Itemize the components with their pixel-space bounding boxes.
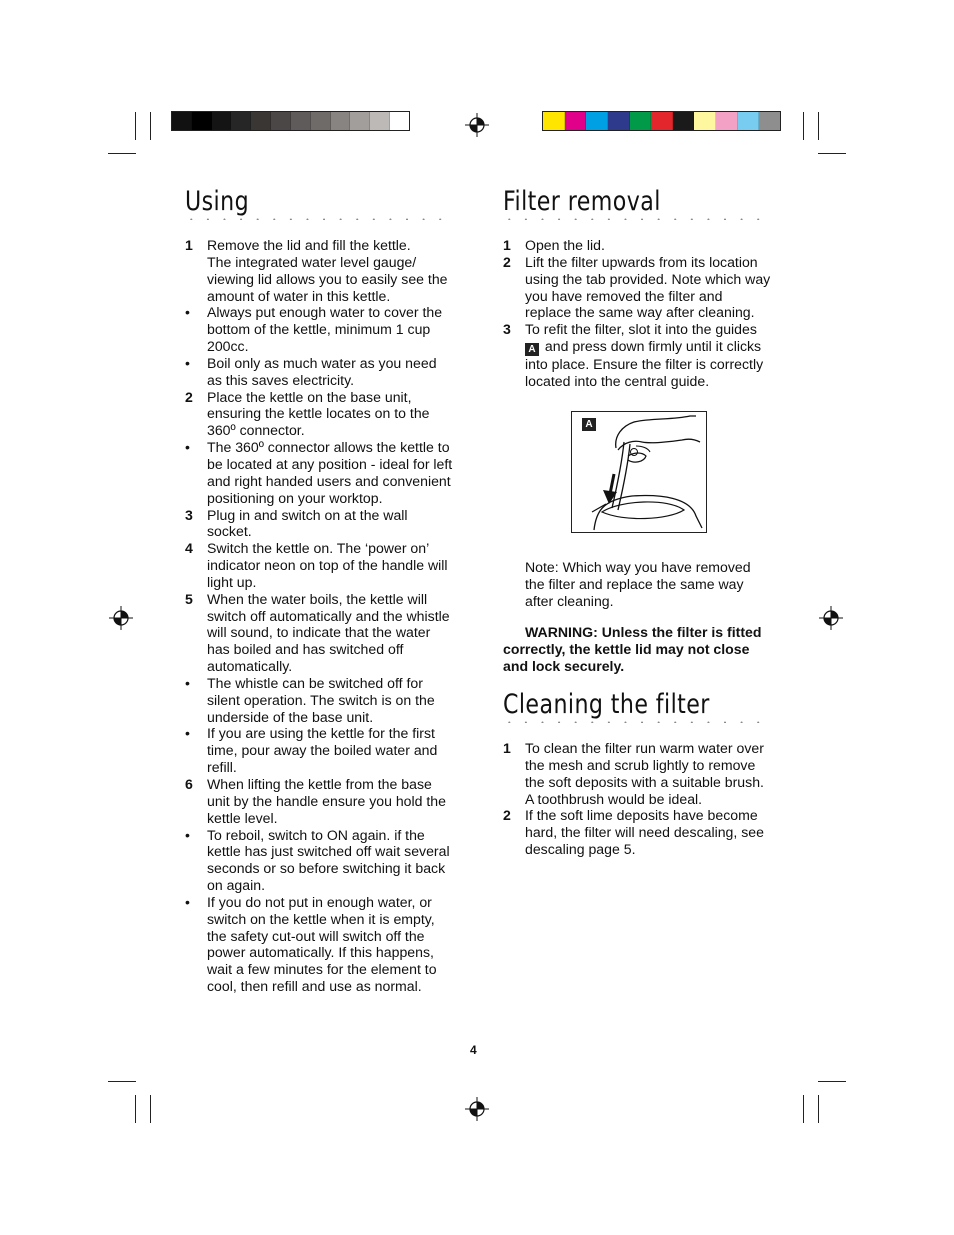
- list-item: [185, 304, 455, 355]
- list-item-text: The whistle can be switched off for silent operation. The switch is on the underside of the base unit.: [207, 674, 435, 725]
- list-item: [185, 507, 455, 541]
- color-swatch: [390, 112, 409, 130]
- list-item: [185, 675, 455, 726]
- grayscale-bar: [171, 111, 410, 131]
- registration-mark-icon: [465, 1097, 489, 1121]
- figure-reference-badge: A: [525, 343, 539, 356]
- figure-label: A: [582, 418, 596, 431]
- list-item-text: Remove the lid and fill the kettle.: [207, 237, 411, 253]
- color-swatch: [630, 112, 652, 130]
- crop-mark: [818, 112, 819, 140]
- color-swatch: [291, 112, 311, 130]
- list-item-text: The integrated water level gauge/ viewing lid allows you to easily see the amount of water in this kettle.: [207, 253, 448, 304]
- crop-mark: [135, 1095, 136, 1123]
- filter-removal-heading: Filter removal: [503, 186, 661, 217]
- heading-dotted-rule: [501, 218, 771, 220]
- list-item-text: If you are using the kettle for the first time, pour away the boiled water and refill.: [207, 725, 438, 776]
- cleaning-steps-list: [503, 740, 771, 858]
- list-item-text: Place the kettle on the base unit, ensuring the kettle locates on to the 360º connector.: [207, 388, 430, 439]
- crop-mark: [150, 1095, 151, 1123]
- color-swatch: [651, 112, 673, 130]
- registration-mark-icon: [109, 606, 133, 630]
- list-marker: 4: [185, 540, 193, 557]
- list-item: [185, 237, 455, 304]
- list-item-text: To reboil, switch to ON again. if the kettle has just switched off wait several seconds or so before switching it back on again.: [207, 826, 450, 894]
- crop-mark: [135, 112, 136, 140]
- list-marker: •: [185, 725, 190, 742]
- filter-warning: WARNING: Unless the filter is fitted correctly, the kettle lid may not close and lock securely.: [503, 624, 762, 674]
- list-item: [185, 776, 455, 827]
- list-item-text: When lifting the kettle from the base unit by the handle ensure you hold the kettle level.: [207, 776, 446, 826]
- color-swatch: [543, 112, 565, 130]
- heading-dotted-rule: [183, 218, 453, 220]
- list-item-text: If you do not put in enough water, or switch on the kettle when it is empty, the safety cut-out will switch off the power automatically. If this happens, wait a few minutes for the element to cool, then refill and use as normal.: [207, 893, 437, 995]
- color-swatch: [350, 112, 370, 130]
- list-marker: 3: [185, 506, 193, 523]
- color-bar: [542, 111, 781, 131]
- list-item-text: Plug in and switch on at the wall socket.: [207, 506, 408, 540]
- list-item-text: When the water boils, the kettle will switch off automatically and the whistle will sound, to indicate that the water has boiled and has switched off automatically.: [207, 590, 450, 675]
- list-item: [185, 827, 455, 894]
- color-swatch: [212, 112, 232, 130]
- color-swatch: [192, 112, 212, 130]
- crop-mark: [818, 1081, 846, 1082]
- list-item: [185, 389, 455, 440]
- filter-note: Note: Which way you have removed the filter and replace the same way after cleaning.: [525, 559, 751, 609]
- registration-mark-icon: [465, 113, 489, 137]
- list-item: [185, 725, 455, 776]
- color-swatch: [694, 112, 716, 130]
- list-item-text: Always put enough water to cover the bottom of the kettle, minimum 1 cup 200cc.: [207, 304, 443, 355]
- crop-mark: [150, 112, 151, 140]
- color-swatch: [231, 112, 251, 130]
- list-item-text: Boil only as much water as you need as this saves electricity.: [207, 354, 437, 388]
- color-swatch: [331, 112, 351, 130]
- list-item: [185, 439, 455, 506]
- list-marker: 5: [185, 590, 193, 607]
- list-marker: •: [185, 354, 190, 371]
- list-marker: 2: [185, 388, 193, 405]
- list-item: 2 Lift the filter upwards from its location using the tab provided. Note which way you have removed the filter and replace the same way after cleaning.: [503, 253, 771, 321]
- color-swatch: [565, 112, 587, 130]
- list-marker: •: [185, 674, 190, 691]
- list-marker: •: [185, 826, 190, 843]
- color-swatch: [608, 112, 630, 130]
- crop-mark: [803, 1095, 804, 1123]
- list-item: 3 To refit the filter, slot it into the guides A and press down firmly until it clicks into place. Ensure the filter is correctly located into the central guide.: [503, 321, 764, 389]
- using-steps-list: [185, 237, 455, 995]
- list-marker: 6: [185, 776, 193, 792]
- crop-mark: [803, 112, 804, 140]
- color-swatch: [738, 112, 760, 130]
- filter-removal-steps-list: [503, 237, 771, 390]
- list-item: [185, 540, 455, 591]
- crop-mark: [818, 1095, 819, 1123]
- list-item-text: The 360º connector allows the kettle to be located at any position - ideal for left and right handed users and convenient positioning on your worktop.: [207, 439, 453, 506]
- crop-mark: [818, 153, 846, 154]
- color-swatch: [172, 112, 192, 130]
- list-marker: 1: [185, 237, 193, 253]
- color-swatch: [673, 112, 695, 130]
- color-swatch: [716, 112, 738, 130]
- list-marker: •: [185, 893, 190, 910]
- list-item: 1 To clean the filter run warm water over the mesh and scrub lightly to remove the soft deposits with a suitable brush. A toothbrush would be ideal.: [503, 740, 764, 807]
- filter-illustration: [571, 411, 707, 533]
- color-swatch: [251, 112, 271, 130]
- list-item: [185, 355, 455, 389]
- list-marker: •: [185, 439, 190, 456]
- using-heading: Using: [185, 186, 250, 217]
- page-number: 4: [470, 1043, 477, 1057]
- color-swatch: [586, 112, 608, 130]
- heading-dotted-rule: [501, 721, 771, 723]
- crop-mark: [108, 153, 136, 154]
- list-item: [185, 591, 455, 675]
- list-item: [185, 894, 455, 995]
- color-swatch: [271, 112, 291, 130]
- color-swatch: [759, 112, 780, 130]
- registration-mark-icon: [819, 606, 843, 630]
- list-item: 1 Open the lid.: [503, 237, 605, 253]
- list-item: 2 If the soft lime deposits have become hard, the filter will need descaling, see descaling page 5.: [503, 807, 764, 858]
- list-marker: •: [185, 304, 190, 321]
- crop-mark: [108, 1081, 136, 1082]
- hand-inserting-filter-icon: [572, 412, 706, 532]
- cleaning-heading: Cleaning the filter: [503, 689, 710, 720]
- list-item-text: Switch the kettle on. The ‘power on’ indicator neon on top of the handle will light up.: [207, 540, 448, 590]
- color-swatch: [370, 112, 390, 130]
- color-swatch: [311, 112, 331, 130]
